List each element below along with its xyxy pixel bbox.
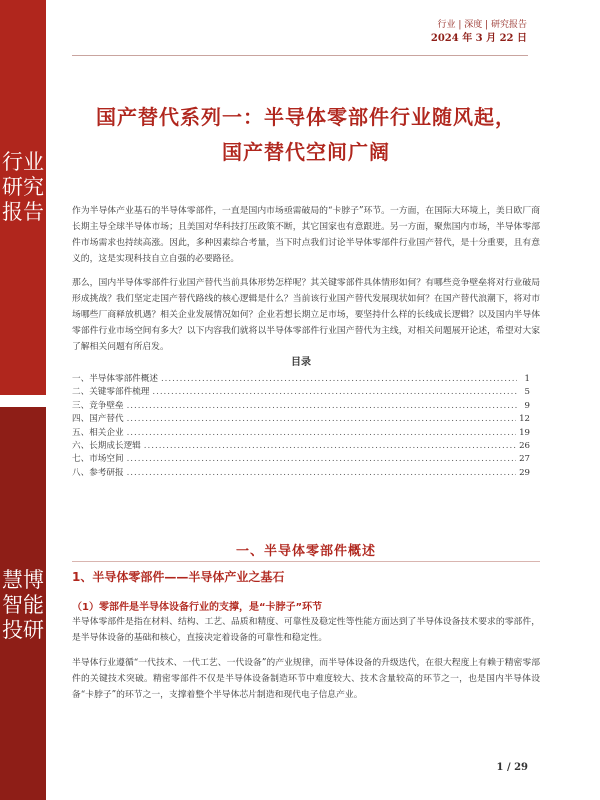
toc-item[interactable] bbox=[72, 385, 530, 398]
toc-item-label: 三、竞争壁垒 bbox=[72, 400, 124, 411]
toc-item-label: 四、国产替代 bbox=[72, 414, 124, 425]
report-date: 2024 年 3 月 22 日 bbox=[430, 33, 527, 44]
sidebar-bottom-label: 慧博智能投研 bbox=[2, 568, 44, 642]
section-divider bbox=[72, 561, 540, 562]
subsection-heading: 1、半导体零部件——半导体产业之基石 bbox=[72, 570, 285, 584]
toc-item-label: 八、参考研报 bbox=[72, 467, 124, 478]
toc-item-page: 5 bbox=[524, 387, 530, 398]
report-header bbox=[431, 18, 527, 46]
sidebar-top-label: 行业研究报告 bbox=[2, 150, 44, 224]
toc-item[interactable] bbox=[72, 372, 530, 385]
toc-item-page: 19 bbox=[519, 427, 530, 438]
toc-item-page: 27 bbox=[519, 454, 530, 465]
intro-paragraph-1: 作为半导体产业基石的半导体零部件，一直是国内市场亟需破局的“卡脖子”环节。一方面，在国际大环境上，美日欧厂商长期主导全球半导体市场；且美国对华科技打压政策不断，其它国家也有意跟进。另一方面，聚焦国内市场，半导体零部件市场需求也持续高涨。因此，多种因素综合考量，当下时点我们讨论半导体零部件行业国产替代，是十分重要，且有意义的，这是实现科技自立自强的必要路径。 bbox=[72, 206, 540, 264]
toc-item[interactable] bbox=[72, 399, 530, 412]
toc-item-label: 五、相关企业 bbox=[72, 427, 124, 438]
body-paragraph: 半导体零部件是指在材料、结构、工艺、品质和精度、可靠性及稳定性等性能方面达到了半导体设备技术要求的零部件，是半导体设备的基础和核心，直接决定着设备的可靠性和稳定性。 bbox=[72, 617, 540, 643]
report-category: 行业 | 深度 | 研究报告 bbox=[437, 20, 527, 30]
body-paragraph: 半导体行业遵循“一代技术、一代工艺、一代设备”的产业规律，而半导体设备的升级迭代，在很大程度上有赖于精密零部件的关键技术突破。精密零部件不仅是半导体设备制造环节中难度较大、技术含量较高的环节之一，也是国内半导体设备“卡脖子”的环节之一，支撑着整个半导体芯片制造和现代电子信息产业。 bbox=[72, 658, 540, 700]
toc-item[interactable] bbox=[72, 426, 530, 439]
toc-item-page: 29 bbox=[519, 467, 530, 478]
toc-item[interactable] bbox=[72, 466, 530, 479]
point-heading: （1）零部件是半导体设备行业的支撑，是“卡脖子”环节 bbox=[72, 602, 323, 613]
page-number: 1 / 29 bbox=[496, 762, 528, 773]
report-title bbox=[72, 100, 540, 170]
report-title-line1: 国产替代系列一：半导体零部件行业随风起， bbox=[96, 105, 516, 129]
table-of-contents bbox=[72, 356, 530, 479]
toc-item[interactable] bbox=[72, 439, 530, 452]
toc-item-page: 26 bbox=[519, 440, 530, 451]
toc-item-page: 9 bbox=[524, 400, 530, 411]
toc-item-label: 七、市场空间 bbox=[72, 454, 124, 465]
sidebar bbox=[0, 0, 46, 800]
toc-item[interactable] bbox=[72, 452, 530, 465]
report-title-line2: 国产替代空间广阔 bbox=[222, 140, 390, 164]
section-heading: 一、半导体零部件概述 bbox=[235, 544, 376, 559]
toc-item-page: 12 bbox=[519, 414, 530, 425]
toc-item-page: 1 bbox=[524, 374, 530, 384]
toc-item-label: 一、半导体零部件概述 bbox=[72, 374, 158, 384]
toc-item-label: 二、关键零部件梳理 bbox=[72, 387, 150, 398]
intro-paragraph-2: 那么，国内半导体零部件行业国产替代当前具体形势怎样呢？其关键零部件具体情形如何？有哪些竞争壁垒将对行业破局形成挑战？我们坚定走国产替代路线的核心逻辑是什么？当前该行业国产替代发展现状如何？在国产替代浪潮下，将对市场哪些厂商释放机遇？相关企业发展情况如何？企业若想长期立足市场，要坚持什么样的长线成长逻辑？以及国内半导体零部件行业市场空间有多大？以下内容我们就将以半导体零部件行业国产替代为主线，对相关问题展开论述，希望对大家了解相关问题有所启发。 bbox=[72, 278, 540, 352]
toc-item-label: 六、长期成长逻辑 bbox=[72, 440, 141, 451]
toc-title: 目录 bbox=[291, 357, 311, 368]
toc-item[interactable] bbox=[72, 412, 530, 425]
header-divider bbox=[72, 55, 528, 56]
